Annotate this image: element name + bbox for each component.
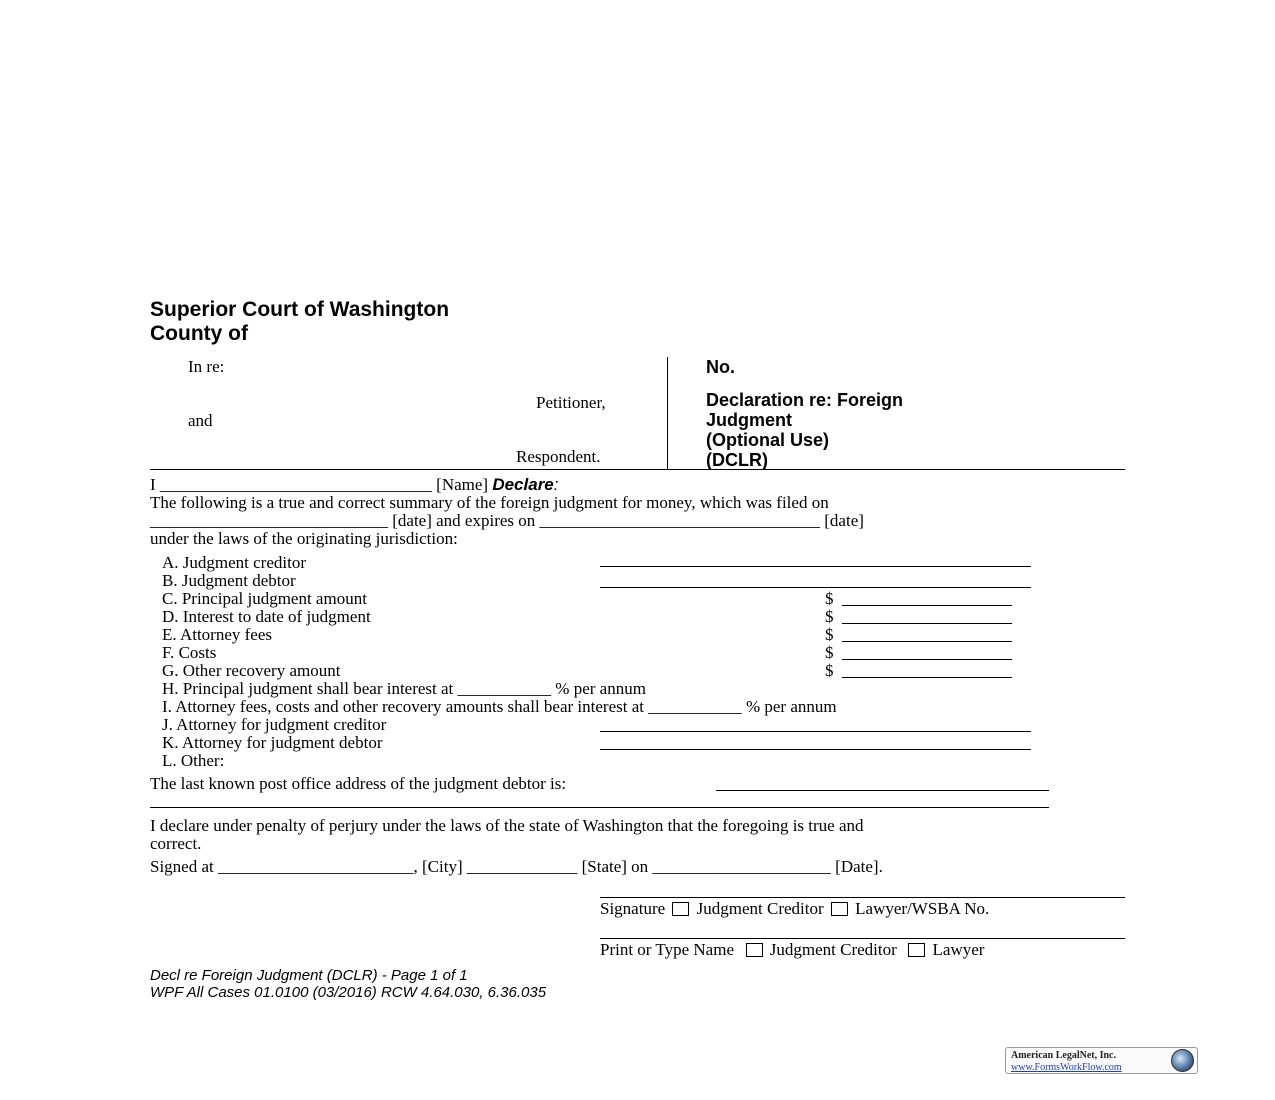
dollar-sign: $ bbox=[825, 625, 834, 644]
lawyer-label: Lawyer bbox=[932, 940, 985, 959]
dollar-sign: $ bbox=[825, 607, 834, 626]
footer-form-number: WPF All Cases 01.0100 (03/2016) RCW 4.64.030, 6.36.035 bbox=[150, 984, 547, 1001]
declarant-name-field[interactable]: I ________________________________ [Name] bbox=[150, 475, 489, 494]
debtor-attorney-field[interactable] bbox=[600, 749, 1031, 750]
costs-field[interactable] bbox=[842, 659, 1012, 660]
judgment-creditor-label-2: Judgment Creditor bbox=[769, 940, 897, 959]
perjury-statement-line-2: correct. bbox=[150, 834, 202, 853]
item-h-principal-interest-rate[interactable]: H. Principal judgment shall bear interest at ___________ % per annum bbox=[162, 679, 646, 698]
attorney-fees-field[interactable] bbox=[842, 641, 1012, 642]
item-f-label: F. Costs bbox=[162, 643, 217, 662]
interest-amount-field[interactable] bbox=[842, 623, 1012, 624]
judgment-creditor-field[interactable] bbox=[600, 566, 1031, 567]
judgment-debtor-field[interactable] bbox=[600, 587, 1031, 588]
dollar-sign: $ bbox=[825, 661, 834, 680]
lawyer-wsba-checkbox[interactable] bbox=[831, 902, 848, 916]
in-re-label: In re: bbox=[188, 357, 225, 376]
print-name-row bbox=[600, 941, 984, 959]
respondent-label: Respondent. bbox=[516, 447, 601, 466]
signature-field[interactable] bbox=[600, 897, 1125, 898]
perjury-statement-line-1: I declare under penalty of perjury under the laws of the state of Washington that the foregoing is true and bbox=[150, 816, 864, 835]
address-field-line-2[interactable] bbox=[150, 807, 1049, 808]
print-name-field[interactable] bbox=[600, 938, 1125, 939]
summary-dates-field[interactable]: ____________________________ [date] and expires on _________________________________ [date] bbox=[150, 511, 864, 530]
signed-at-line[interactable]: Signed at _______________________, [City] _____________ [State] on _____________________ [Date]. bbox=[150, 857, 883, 876]
item-d-label: D. Interest to date of judgment bbox=[162, 607, 371, 626]
caption-divider bbox=[667, 357, 668, 469]
declare-word: Declare bbox=[492, 475, 554, 494]
item-l-label: L. Other: bbox=[162, 751, 225, 770]
lawyer-checkbox[interactable] bbox=[908, 943, 925, 957]
dollar-sign: $ bbox=[825, 643, 834, 662]
item-e-label: E. Attorney fees bbox=[162, 625, 272, 644]
item-b-label: B. Judgment debtor bbox=[162, 571, 296, 590]
caption-bottom-rule bbox=[150, 469, 1125, 470]
form-title-line-4: (DCLR) bbox=[706, 450, 768, 470]
summary-line-3: under the laws of the originating jurisdiction: bbox=[150, 529, 458, 548]
principal-amount-field[interactable] bbox=[842, 605, 1012, 606]
county-label: County of bbox=[150, 322, 248, 345]
item-i-fees-interest-rate[interactable]: I. Attorney fees, costs and other recovery amounts shall bear interest at ___________ % per annum bbox=[162, 697, 837, 716]
case-number-label: No. bbox=[706, 357, 735, 377]
address-label: The last known post office address of the judgment debtor is: bbox=[150, 774, 567, 793]
form-title-line-3: (Optional Use) bbox=[706, 430, 830, 450]
other-recovery-field[interactable] bbox=[842, 677, 1012, 678]
logo-url-link[interactable]: www.FormsWorkFlow.com bbox=[1011, 1062, 1122, 1073]
item-c-label: C. Principal judgment amount bbox=[162, 589, 367, 608]
logo-company-name: American LegalNet, Inc. bbox=[1011, 1050, 1116, 1061]
judgment-creditor-checkbox-2[interactable] bbox=[746, 943, 763, 957]
american-legalnet-logo[interactable] bbox=[1005, 1047, 1198, 1074]
form-title-line-1: Declaration re: Foreign bbox=[706, 390, 904, 410]
form-title-line-2: Judgment bbox=[706, 410, 793, 430]
item-a-label: A. Judgment creditor bbox=[162, 553, 306, 572]
signature-row bbox=[600, 900, 989, 918]
summary-line-1: The following is a true and correct summary of the foreign judgment for money, which was filed on bbox=[150, 493, 829, 512]
item-j-label: J. Attorney for judgment creditor bbox=[162, 715, 387, 734]
address-field-line-1[interactable] bbox=[716, 790, 1049, 791]
judgment-creditor-checkbox[interactable] bbox=[672, 902, 689, 916]
judgment-creditor-label: Judgment Creditor bbox=[696, 899, 824, 918]
declare-colon: : bbox=[553, 475, 559, 494]
item-k-label: K. Attorney for judgment debtor bbox=[162, 733, 383, 752]
dollar-sign: $ bbox=[825, 589, 834, 608]
footer-form-title: Decl re Foreign Judgment (DCLR) - Page 1 of 1 bbox=[150, 967, 468, 984]
and-label: and bbox=[188, 411, 213, 430]
print-name-label: Print or Type Name bbox=[600, 940, 734, 959]
declare-line bbox=[150, 476, 559, 494]
globe-icon bbox=[1171, 1049, 1194, 1072]
signature-label: Signature bbox=[600, 899, 666, 918]
court-name: Superior Court of Washington bbox=[150, 298, 450, 321]
lawyer-wsba-label: Lawyer/WSBA No. bbox=[855, 899, 990, 918]
petitioner-label: Petitioner, bbox=[536, 393, 606, 412]
item-g-label: G. Other recovery amount bbox=[162, 661, 341, 680]
creditor-attorney-field[interactable] bbox=[600, 731, 1031, 732]
